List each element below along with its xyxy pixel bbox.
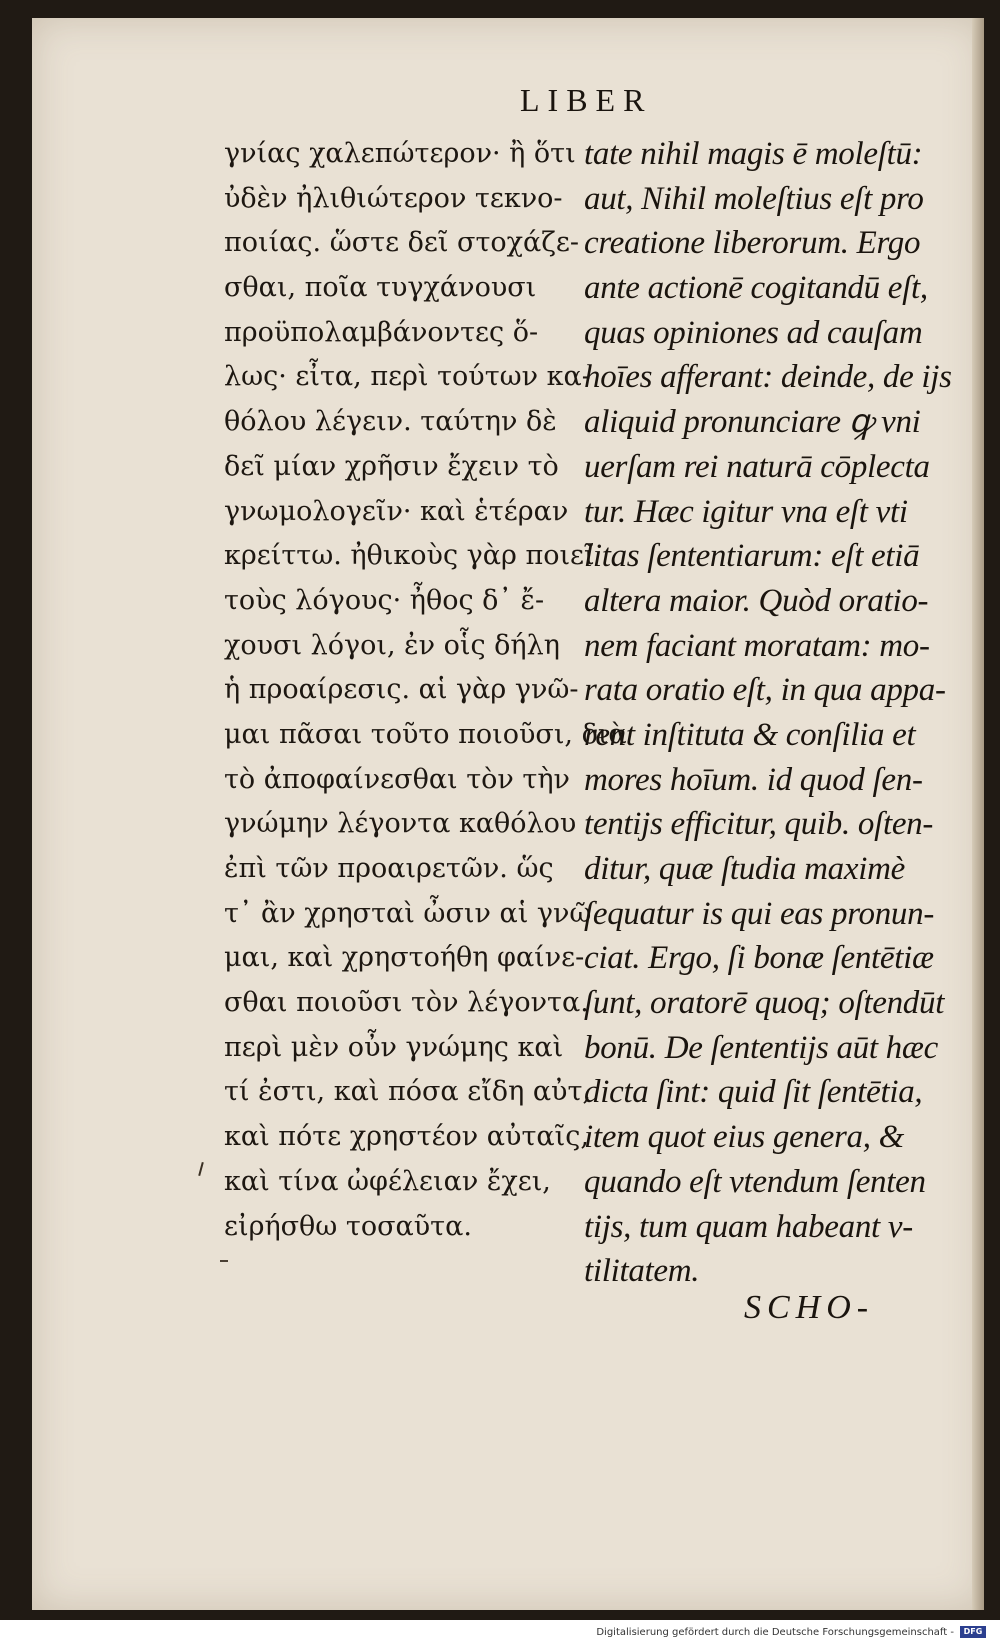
latin-line: item quot eius genera, &: [584, 1119, 904, 1156]
latin-line: tate nihil magis ē moleſtū:: [584, 136, 923, 172]
greek-line: ὐδὲν ἠλιθιώτερον τεκνο-: [224, 182, 563, 214]
dfg-logo-icon: DFG: [960, 1626, 986, 1638]
latin-line: rent inſtituta & conſilia et: [584, 716, 916, 753]
latin-line: altera maior. Quòd oratio-: [584, 582, 929, 619]
greek-column: [224, 132, 627, 1249]
latin-line: ſunt, oratorē quoq; oſtendūt: [584, 985, 945, 1022]
greek-line: ἡ προαίρεσις. αἱ γὰρ γνῶ-: [224, 674, 579, 706]
funding-notice: Digitalisierung gefördert durch die Deutsche Forschungsgemeinschaft -: [596, 1627, 954, 1638]
latin-line: ciat. Ergo, ſi bonæ ſentētiæ: [584, 940, 934, 977]
greek-line: προϋπολαμβάνοντες ὅ-: [224, 316, 539, 348]
latin-line: creatione liberorum. Ergo: [584, 225, 921, 262]
latin-line: rata oratio eſt, in qua appa-: [584, 672, 946, 709]
greek-line: τ᾽ ἂν χρησταὶ ὦσιν αἱ γνῶ: [224, 897, 592, 929]
latin-line: aliquid pronunciare ꝙ vni: [584, 404, 921, 441]
latin-line: quando eſt vtendum ſenten: [584, 1163, 926, 1200]
latin-line: tur. Hæc igitur vna eſt vti: [584, 493, 908, 530]
running-header: LIBER: [520, 82, 653, 118]
greek-line: γνωμολογεῖν· καὶ ἑτέραν: [224, 495, 569, 527]
greek-line: σθαι, ποῖα τυγχάνουσι: [224, 272, 537, 304]
latin-line: bonū. De ſententijs aūt hæc: [584, 1029, 938, 1066]
greek-line: εἰρήσθω τοσαῦτα.: [224, 1210, 472, 1242]
latin-line: litas ſententiarum: eſt etiā: [584, 538, 920, 575]
latin-line: ditur, quæ ſtudia maximè: [584, 851, 905, 887]
greek-line: κρείττω. ἠθικοὺς γὰρ ποιεῖ: [224, 540, 595, 572]
greek-line: γνώμην λέγοντα καθόλου: [224, 808, 577, 840]
latin-line: tilitatem.: [584, 1253, 700, 1290]
catchword: SCHO-: [744, 1289, 875, 1326]
footer: [0, 1620, 1000, 1645]
greek-line: γνίας χαλεπώτερον· ἢ ὅτι: [224, 138, 576, 169]
latin-line: tentijs efficitur, quib. oſten-: [584, 806, 934, 843]
greek-line: ἐπὶ τῶν προαιρετῶν. ὥς: [224, 853, 554, 884]
latin-line: dicta ſint: quid ſit ſentētia,: [584, 1074, 923, 1111]
greek-line: ποιίας. ὥστε δεῖ στοχάζε-: [224, 227, 580, 259]
latin-line: ante actionē cogitandū eſt,: [584, 270, 928, 307]
latin-line: ſequatur is qui eas pronun-: [584, 895, 935, 932]
latin-line: uerſam rei naturā cōplecta: [584, 448, 930, 485]
greek-line: λως· εἶτα, περὶ τούτων κα-: [224, 361, 591, 393]
latin-line: aut, Nihil moleſtius eſt pro: [584, 180, 924, 217]
latin-line: mores hoīum. id quod ſen-: [584, 761, 923, 798]
latin-line: nem faciant moratam: mo-: [584, 627, 930, 664]
greek-line: θόλου λέγειν. ταύτην δὲ: [224, 406, 557, 438]
greek-line: χουσι λόγοι, ἐν οἷς δήλη: [224, 629, 560, 661]
greek-line: σθαι ποιοῦσι τὸν λέγοντα.: [224, 987, 589, 1019]
greek-line: μαι πᾶσαι τοῦτο ποιοῦσι, διὰ: [224, 718, 627, 750]
greek-line: τὸ ἀποφαίνεσθαι τὸν τὴν: [224, 763, 570, 795]
latin-line: tijs, tum quam habeant v-: [584, 1208, 913, 1245]
latin-column: [584, 132, 974, 1294]
greek-line: τί ἐστι, καὶ πόσα εἴδη αὐτ,: [224, 1076, 591, 1108]
greek-line: τοὺς λόγους· ἦθος δ᾽ ἔ-: [224, 584, 545, 616]
latin-line: hoīes afferant: deinde, de ijs: [584, 359, 952, 396]
greek-line: δεῖ μίαν χρῆσιν ἔχειν τὸ: [224, 450, 559, 482]
greek-line: καὶ τίνα ὠφέλειαν ἔχει,: [224, 1165, 551, 1197]
latin-line: quas opiniones ad cauſam: [584, 314, 923, 351]
margin-dash-mark: [220, 1260, 228, 1262]
greek-line: περὶ μὲν οὖν γνώμης καὶ: [224, 1031, 564, 1063]
greek-line: καὶ πότε χρηστέον αὐταῖς,: [224, 1121, 589, 1153]
greek-line: μαι, καὶ χρηστοήθη φαίνε-: [224, 942, 585, 974]
